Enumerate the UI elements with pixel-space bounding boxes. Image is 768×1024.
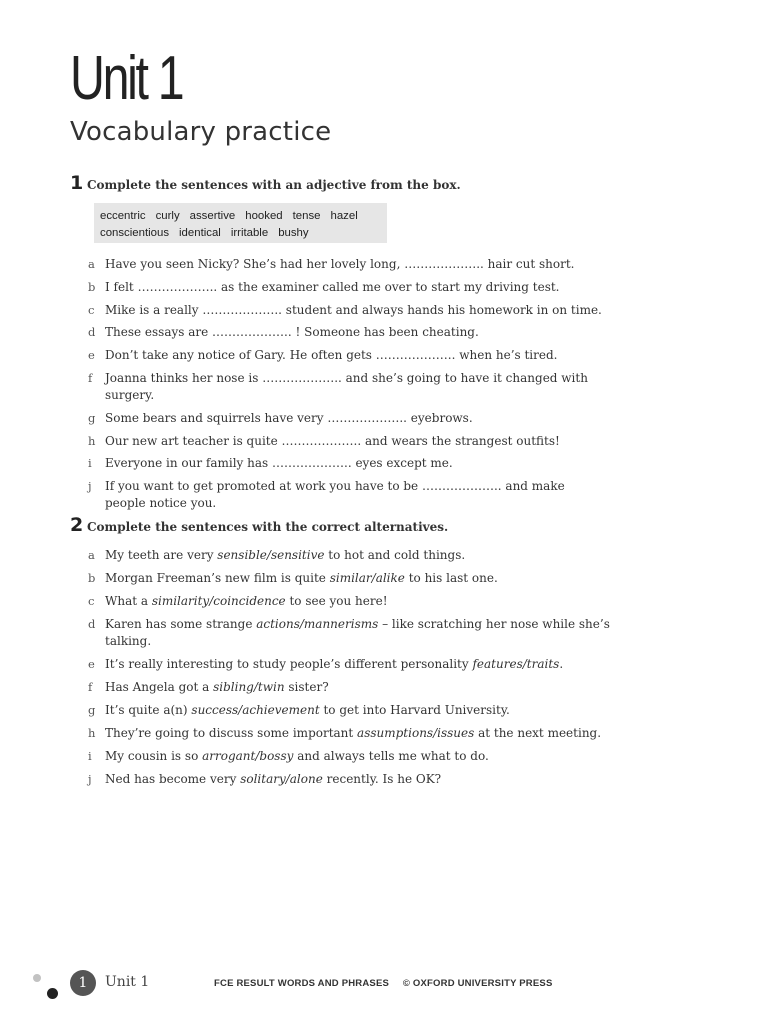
- word-box-word: bushy: [278, 227, 309, 239]
- list-item: [88, 433, 618, 450]
- sentence-end: to get into Harvard University.: [319, 703, 510, 717]
- sentence-start: Ned has become very: [105, 772, 241, 786]
- list-item: [88, 771, 618, 788]
- list-item: [88, 616, 618, 650]
- item-letter: i: [88, 749, 92, 763]
- alternatives: actions/mannerisms: [256, 617, 379, 631]
- exercise-instruction: Complete the sentences with the correct alternatives.: [87, 520, 449, 534]
- sentence-end: to his last one.: [404, 571, 498, 585]
- item-text: I felt ……………….. as the examiner called me over to start my driving test.: [105, 279, 560, 294]
- item-letter: i: [88, 456, 92, 471]
- sentence-start: Morgan Freeman’s new film is quite: [105, 571, 330, 585]
- sentence-end: to see you here!: [285, 594, 388, 608]
- item-text: [105, 570, 618, 587]
- exercise-number: 1: [70, 172, 84, 194]
- item-text: [105, 748, 618, 765]
- item-letter: d: [88, 325, 96, 340]
- sentence-start: It’s really interesting to study people’s different personality: [105, 657, 473, 671]
- list-item: [88, 725, 618, 742]
- word-box-word: hooked: [245, 210, 283, 222]
- sentence-end: sister?: [284, 680, 329, 694]
- item-letter: c: [88, 594, 95, 608]
- sentence-end: to hot and cold things.: [324, 548, 466, 562]
- word-box-word: tense: [292, 210, 321, 222]
- item-text: [105, 725, 618, 742]
- list-item: [88, 478, 568, 512]
- list-item: [88, 593, 618, 610]
- footer-credits: [214, 978, 552, 989]
- sentence-start: Karen has some strange: [105, 617, 257, 631]
- item-letter: e: [88, 657, 95, 671]
- item-text: [105, 616, 618, 650]
- copyright: © OXFORD UNIVERSITY PRESS: [402, 978, 553, 989]
- section-title: Vocabulary practice: [70, 117, 332, 147]
- list-item: [88, 656, 618, 673]
- item-letter: b: [88, 571, 96, 585]
- dot-icon: [33, 974, 41, 982]
- alternatives: sensible/sensitive: [217, 548, 325, 562]
- list-item: [88, 547, 618, 564]
- item-letter: j: [88, 772, 92, 786]
- alternatives: assumptions/issues: [357, 726, 475, 740]
- alternatives: solitary/alone: [240, 772, 323, 786]
- item-letter: g: [88, 703, 96, 717]
- book-title: FCE RESULT WORDS AND PHRASES: [214, 978, 390, 989]
- word-box-word: conscientious: [100, 227, 170, 239]
- item-text: Joanna thinks her nose is ……………….. and she’s going to have it changed with surgery.: [105, 370, 588, 402]
- page-number: 1: [78, 975, 88, 991]
- item-letter: e: [88, 348, 95, 363]
- sentence-start: They’re going to discuss some important: [105, 726, 358, 740]
- word-box: [94, 203, 387, 243]
- item-text: Have you seen Nicky? She’s had her lovely long, ……………….. hair cut short.: [105, 257, 575, 271]
- item-text: [105, 656, 618, 673]
- sentence-end: and always tells me what to do.: [293, 749, 489, 763]
- word-box-word: eccentric: [100, 210, 146, 222]
- item-letter: d: [88, 617, 96, 631]
- footer-unit-label: Unit 1: [105, 974, 150, 990]
- list-item: [88, 279, 618, 296]
- list-item: [88, 570, 618, 587]
- word-box-row: [100, 225, 381, 242]
- list-item: [88, 410, 618, 427]
- item-text: [105, 771, 618, 788]
- item-text: [105, 593, 618, 610]
- sentence-start: What a: [105, 594, 152, 608]
- list-item: [88, 455, 618, 472]
- item-letter: b: [88, 279, 96, 294]
- sentence-end: recently. Is he OK?: [322, 772, 442, 786]
- exercise-instruction: Complete the sentences with an adjective from the box.: [87, 178, 461, 192]
- sentence-end: at the next meeting.: [474, 726, 602, 740]
- item-text: These essays are ……………….. ! Someone has been cheating.: [105, 325, 479, 340]
- exercise-1-list: [88, 256, 618, 518]
- page-number-badge: [70, 970, 96, 996]
- list-item: [88, 702, 618, 719]
- sentence-start: My cousin is so: [105, 749, 203, 763]
- item-letter: g: [88, 410, 96, 425]
- sentence-start: It’s quite a(n): [105, 703, 192, 717]
- word-box-word: irritable: [230, 227, 269, 239]
- item-letter: h: [88, 433, 96, 448]
- item-text: [105, 679, 618, 696]
- list-item: [88, 748, 618, 765]
- item-letter: a: [88, 548, 95, 562]
- exercise-2-list: [88, 547, 618, 794]
- item-letter: f: [88, 680, 93, 694]
- word-box-word: curly: [155, 210, 180, 222]
- alternatives: similarity/coincidence: [151, 594, 286, 608]
- item-text: [105, 702, 618, 719]
- word-box-word: assertive: [189, 210, 236, 222]
- list-item: [88, 324, 618, 341]
- item-text: Don’t take any notice of Gary. He often gets ……………….. when he’s tired.: [105, 348, 558, 363]
- list-item: [88, 347, 618, 364]
- item-letter: h: [88, 726, 96, 740]
- item-letter: f: [88, 370, 93, 385]
- item-letter: c: [88, 302, 95, 317]
- item-text: Some bears and squirrels have very ……………….. eyebrows.: [105, 410, 473, 425]
- list-item: [88, 679, 618, 696]
- sentence-end: – like scratching her nose while she’s talking.: [105, 617, 610, 648]
- item-text: Our new art teacher is quite ……………….. and wears the strangest outfits!: [105, 433, 560, 448]
- item-text: [105, 547, 618, 564]
- item-text: Mike is a really ……………….. student and always hands his homework in on time.: [105, 302, 602, 317]
- sentence-end: .: [559, 657, 564, 671]
- list-item: [88, 302, 618, 319]
- item-text: Everyone in our family has ……………….. eyes except me.: [105, 456, 453, 471]
- dot-icon: [47, 988, 58, 999]
- item-text: If you want to get promoted at work you have to be ……………….. and make people notice you.: [105, 479, 565, 511]
- word-box-word: hazel: [330, 210, 358, 222]
- list-item: [88, 256, 618, 273]
- alternatives: features/traits: [472, 657, 560, 671]
- exercise-1-heading: [70, 172, 461, 194]
- exercise-2-heading: [70, 514, 448, 536]
- exercise-number: 2: [70, 514, 84, 536]
- alternatives: sibling/twin: [213, 680, 285, 694]
- alternatives: success/achievement: [191, 703, 320, 717]
- item-letter: j: [88, 479, 92, 494]
- item-letter: a: [88, 257, 95, 271]
- unit-title: Unit 1: [70, 44, 183, 113]
- sentence-start: My teeth are very: [105, 548, 218, 562]
- alternatives: arrogant/bossy: [202, 749, 294, 763]
- sentence-start: Has Angela got a: [105, 680, 214, 694]
- list-item: [88, 370, 618, 404]
- word-box-row: [100, 208, 381, 225]
- word-box-word: identical: [179, 227, 221, 239]
- alternatives: similar/alike: [329, 571, 405, 585]
